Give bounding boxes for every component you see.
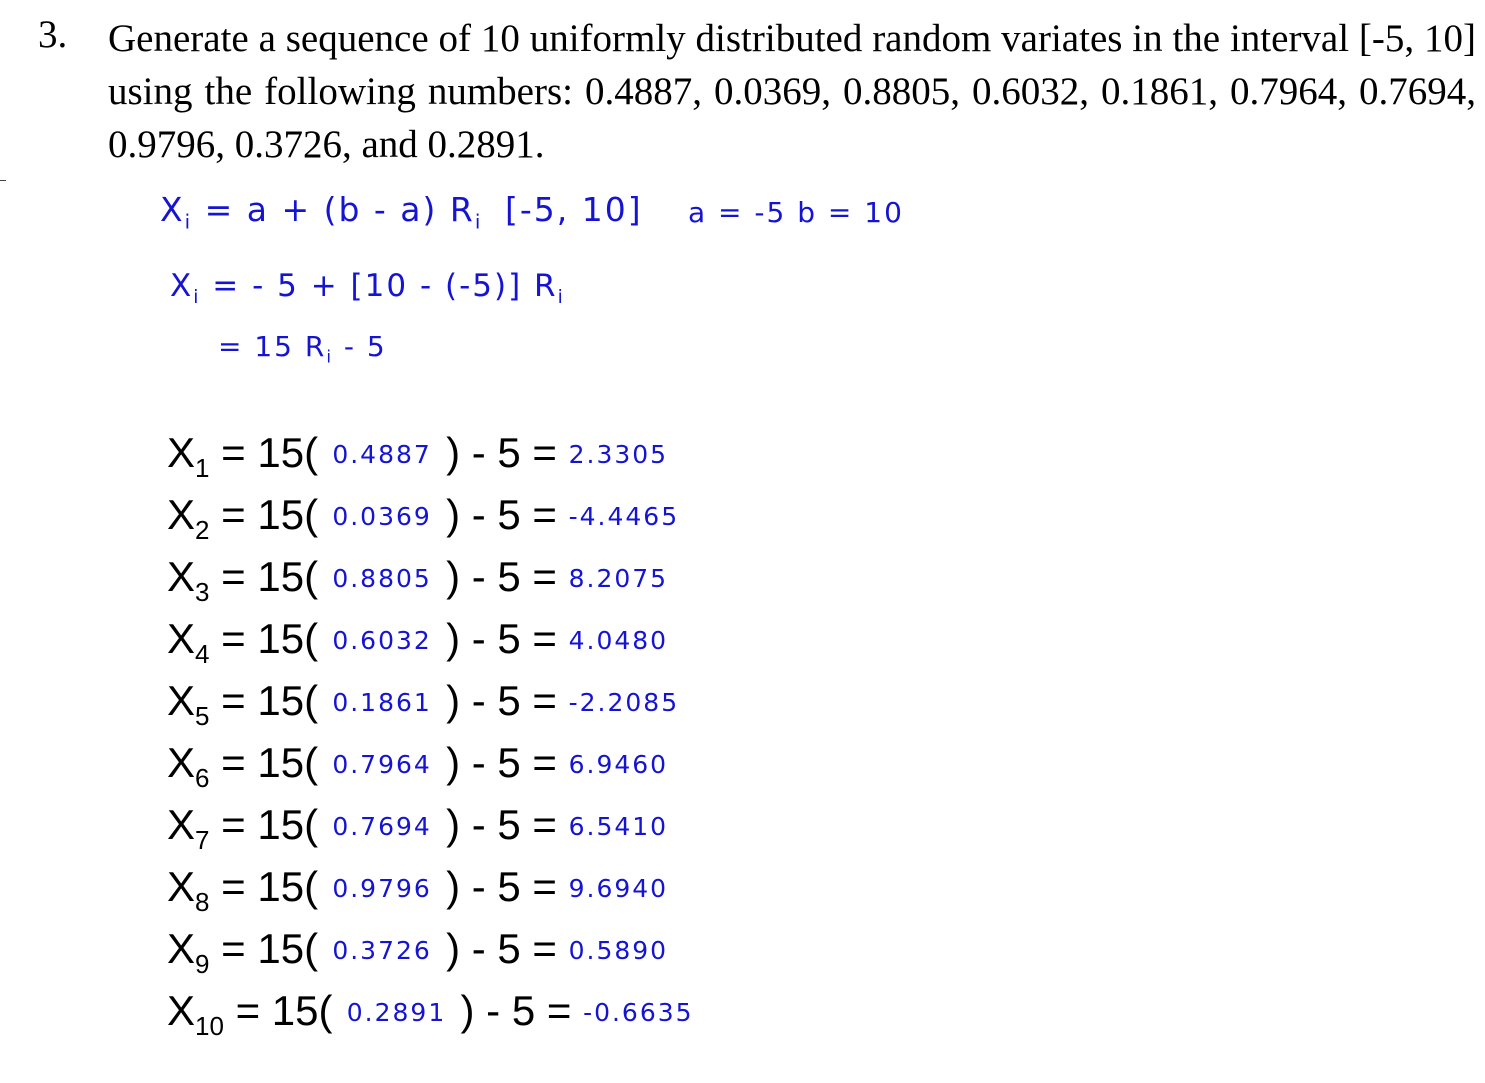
equation-close: ) - 5 = (446, 491, 569, 538)
equation-row (167, 856, 668, 918)
handwritten-substituted-formula (170, 268, 565, 308)
equation-open: = 15( (209, 677, 319, 724)
random-number: 0.9796 (332, 874, 432, 903)
equation-row (167, 608, 668, 670)
equation-close: ) - 5 = (446, 615, 569, 662)
formula-x-subscript: i (193, 287, 201, 309)
equation-open: = 15( (209, 801, 319, 848)
x-symbol: X (167, 739, 196, 786)
equation-close: ) - 5 = (446, 863, 569, 910)
x-index: 1 (195, 453, 210, 483)
equation-open: = 15( (209, 925, 319, 972)
handwritten-interval: [-5, 10] (505, 190, 643, 229)
variate-result: -4.4465 (568, 502, 680, 531)
variate-result: 9.6940 (568, 874, 669, 903)
variate-result: -2.2085 (568, 688, 680, 717)
equation-open: = 15( (209, 491, 319, 538)
equation-close: ) - 5 = (446, 801, 569, 848)
equation-open: = 15( (209, 553, 319, 600)
x-index: 3 (195, 577, 210, 607)
random-number: 0.6032 (332, 626, 432, 655)
x-index: 2 (195, 515, 210, 545)
equation-row (167, 484, 679, 546)
equation-open: = 15( (209, 739, 319, 786)
x-symbol: X (167, 615, 196, 662)
equation-close: ) - 5 = (460, 987, 584, 1034)
x-symbol: X (167, 987, 196, 1034)
formula-simplified-tail: - 5 (333, 330, 387, 363)
equation-row (167, 732, 668, 794)
x-index: 6 (195, 763, 210, 793)
equation-row (167, 670, 679, 732)
equation-open: = 15( (223, 987, 333, 1034)
equation-close: ) - 5 = (446, 677, 569, 724)
random-number: 0.0369 (332, 502, 432, 531)
random-number: 0.4887 (332, 440, 432, 469)
formula-r-subscript: i (474, 210, 483, 234)
random-number: 0.7694 (332, 812, 432, 841)
x-index: 7 (195, 825, 210, 855)
x-index: 10 (195, 1011, 224, 1041)
variate-result: 8.2075 (568, 564, 669, 593)
x-index: 9 (195, 949, 210, 979)
problem-statement: Generate a sequence of 10 uniformly distributed random variates in the interval [-5, 10] using the following numbers: 0.4887, 0.0369, 0.8805, 0.6032, 0.1861, 0.7964, 0.7694, 0.9796, 0.3726, and 0.2891. (108, 17, 1476, 166)
x-symbol: X (167, 553, 196, 600)
variate-result: 6.9460 (568, 750, 669, 779)
handwritten-general-formula (160, 190, 482, 234)
random-number: 0.2891 (346, 998, 447, 1027)
formula-x: X (170, 268, 194, 304)
equation-row (167, 422, 668, 484)
x-symbol: X (167, 925, 196, 972)
x-symbol: X (167, 491, 196, 538)
random-number: 0.3726 (332, 936, 432, 965)
margin-mark (0, 180, 6, 181)
equation-row (167, 794, 668, 856)
variate-result: -0.6635 (583, 998, 694, 1027)
formula-r-subscript: i (557, 287, 565, 309)
handwritten-a-b-values: a = -5 b = 10 (688, 196, 904, 229)
equation-close: ) - 5 = (446, 739, 569, 786)
equation-open: = 15( (209, 429, 319, 476)
random-number: 0.8805 (332, 564, 432, 593)
equation-row (167, 918, 668, 980)
x-symbol: X (167, 863, 196, 910)
equation-open: = 15( (209, 615, 319, 662)
formula-r-subscript: i (326, 346, 334, 367)
formula-rhs: = - 5 + [10 - (-5)] R (200, 268, 558, 304)
equation-open: = 15( (209, 863, 319, 910)
x-symbol: X (167, 429, 196, 476)
equation-close: ) - 5 = (446, 553, 569, 600)
x-index: 8 (195, 887, 210, 917)
formula-x: X (160, 190, 185, 229)
handwritten-simplified-formula (218, 330, 387, 367)
variate-result: 6.5410 (568, 812, 669, 841)
x-index: 4 (195, 639, 210, 669)
variate-result: 0.5890 (568, 936, 669, 965)
variate-result: 4.0480 (568, 626, 669, 655)
equation-row (167, 980, 694, 1042)
random-number: 0.1861 (332, 688, 432, 717)
equation-row (167, 546, 668, 608)
x-symbol: X (167, 801, 196, 848)
problem-number: 3. (38, 13, 68, 56)
equation-close: ) - 5 = (446, 925, 569, 972)
x-index: 5 (195, 701, 210, 731)
formula-rhs: = a + (b - a) R (192, 190, 475, 229)
variate-result: 2.3305 (568, 440, 669, 469)
formula-simplified-head: = 15 R (218, 330, 327, 363)
random-number: 0.7964 (332, 750, 432, 779)
equation-close: ) - 5 = (446, 429, 569, 476)
x-symbol: X (167, 677, 196, 724)
formula-x-subscript: i (184, 210, 193, 234)
